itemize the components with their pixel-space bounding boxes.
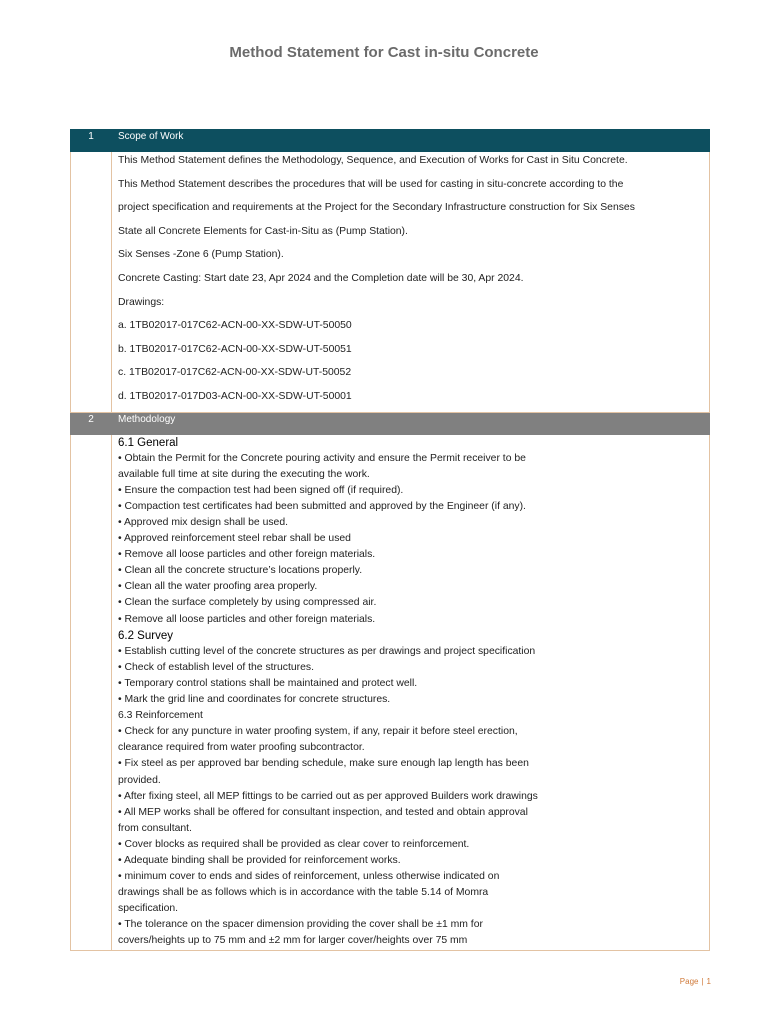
page-number: 1	[706, 977, 711, 986]
general-line: • Clean the surface completely by using compressed air.	[118, 597, 377, 609]
reinforcement-line: specification.	[118, 903, 179, 915]
general-list	[118, 451, 709, 628]
methodology-text	[112, 434, 710, 950]
section-2-body-row	[71, 434, 710, 950]
reinforcement-line: from consultant.	[118, 822, 192, 834]
method-statement-table	[70, 129, 710, 951]
general-line: • Clean all the concrete structure’s locations properly.	[118, 565, 363, 577]
scope-of-work-text	[112, 152, 710, 413]
section-2-heading: Methodology	[112, 412, 710, 434]
general-line: • Approved reinforcement steel rebar shall be used	[118, 533, 351, 545]
general-line: • Remove all loose particles and other foreign materials.	[118, 613, 376, 625]
scope-line: c. 1TB02017-017C62-ACN-00-XX-SDW-UT-50052	[118, 367, 352, 379]
general-line: • Clean all the water proofing area properly.	[118, 581, 318, 593]
section-2-number-cell	[71, 434, 112, 950]
scope-line: Concrete Casting: Start date 23, Apr 2024 and the Completion date will be 30, Apr 2024.	[118, 272, 524, 284]
scope-line: project specification and requirements at the Project for the Secondary Infrastructure construction for Six Senses	[118, 202, 635, 214]
scope-line: State all Concrete Elements for Cast-in-Situ as (Pump Station).	[118, 225, 408, 237]
scope-line: d. 1TB02017-017D03-ACN-00-XX-SDW-UT-50001	[118, 390, 352, 402]
survey-line: • Establish cutting level of the concrete structures as per drawings and project specification	[118, 645, 536, 657]
reinforcement-heading: 6.3 Reinforcement	[118, 710, 203, 722]
survey-heading: 6.2 Survey	[118, 629, 173, 642]
general-line: • Approved mix design shall be used.	[118, 517, 288, 528]
document-title: Method Statement for Cast in-situ Concrete	[229, 44, 539, 61]
section-2-header-row	[71, 412, 710, 434]
section-2-number: 2	[71, 412, 112, 434]
reinforcement-line: • Fix steel as per approved bar bending schedule, make sure enough lap length has been	[118, 758, 529, 770]
scope-line: This Method Statement describes the procedures that will be used for casting in situ-concrete according to the	[118, 178, 624, 190]
survey-list	[118, 644, 709, 708]
general-line: available full time at site during the executing the work.	[118, 468, 370, 480]
page-footer	[680, 977, 711, 986]
page-label: Page	[679, 977, 699, 986]
reinforcement-line: covers/heights up to 75 mm and ±2 mm for larger cover/heights over 75 mm	[118, 935, 468, 947]
scope-line: b. 1TB02017-017C62-ACN-00-XX-SDW-UT-50051	[118, 343, 352, 355]
general-line: • Remove all loose particles and other foreign materials.	[118, 549, 376, 561]
general-heading: 6.1 General	[118, 436, 179, 449]
reinforcement-line: • Adequate binding shall be provided for reinforcement works.	[118, 854, 401, 866]
general-line: • Ensure the compaction test had been signed off (if required).	[118, 484, 404, 496]
survey-line: • Check of establish level of the structures.	[118, 661, 314, 673]
scope-line: This Method Statement defines the Methodology, Sequence, and Execution of Works for Cast in Situ Concrete.	[118, 155, 628, 166]
reinforcement-line: • The tolerance on the spacer dimension providing the cover shall be ±1 mm for	[118, 919, 483, 931]
page-separator: |	[701, 977, 704, 986]
section-1-header-row	[71, 130, 710, 152]
reinforcement-line: • All MEP works shall be offered for consultant inspection, and tested and obtain approval	[118, 806, 528, 818]
scope-line: Drawings:	[118, 296, 165, 308]
reinforcement-line: • Cover blocks as required shall be provided as clear cover to reinforcement.	[118, 838, 470, 850]
reinforcement-line: provided.	[118, 774, 161, 786]
section-1-heading: Scope of Work	[112, 130, 710, 152]
general-line: • Obtain the Permit for the Concrete pouring activity and ensure the Permit receiver to be	[118, 452, 526, 464]
general-line: • Compaction test certificates had been submitted and approved by the Engineer (if any).	[118, 500, 526, 512]
reinforcement-line: • minimum cover to ends and sides of reinforcement, unless otherwise indicated on	[118, 871, 500, 883]
survey-line: • Temporary control stations shall be maintained and protect well.	[118, 677, 418, 689]
section-1-body-row	[71, 152, 710, 413]
section-1-number: 1	[71, 130, 112, 152]
reinforcement-list	[118, 724, 709, 949]
scope-line: Six Senses -Zone 6 (Pump Station).	[118, 249, 284, 261]
reinforcement-line: clearance required from water proofing subcontractor.	[118, 742, 365, 754]
reinforcement-line: drawings shall be as follows which is in accordance with the table 5.14 of Momra	[118, 887, 489, 899]
reinforcement-line: • Check for any puncture in water proofing system, if any, repair it before steel erection,	[118, 726, 518, 738]
section-1-number-cell	[71, 152, 112, 413]
survey-line: • Mark the grid line and coordinates for concrete structures.	[118, 694, 391, 706]
reinforcement-line: • After fixing steel, all MEP fittings to be carried out as per approved Builders work drawings	[118, 790, 538, 802]
scope-line: a. 1TB02017-017C62-ACN-00-XX-SDW-UT-50050	[118, 320, 352, 332]
